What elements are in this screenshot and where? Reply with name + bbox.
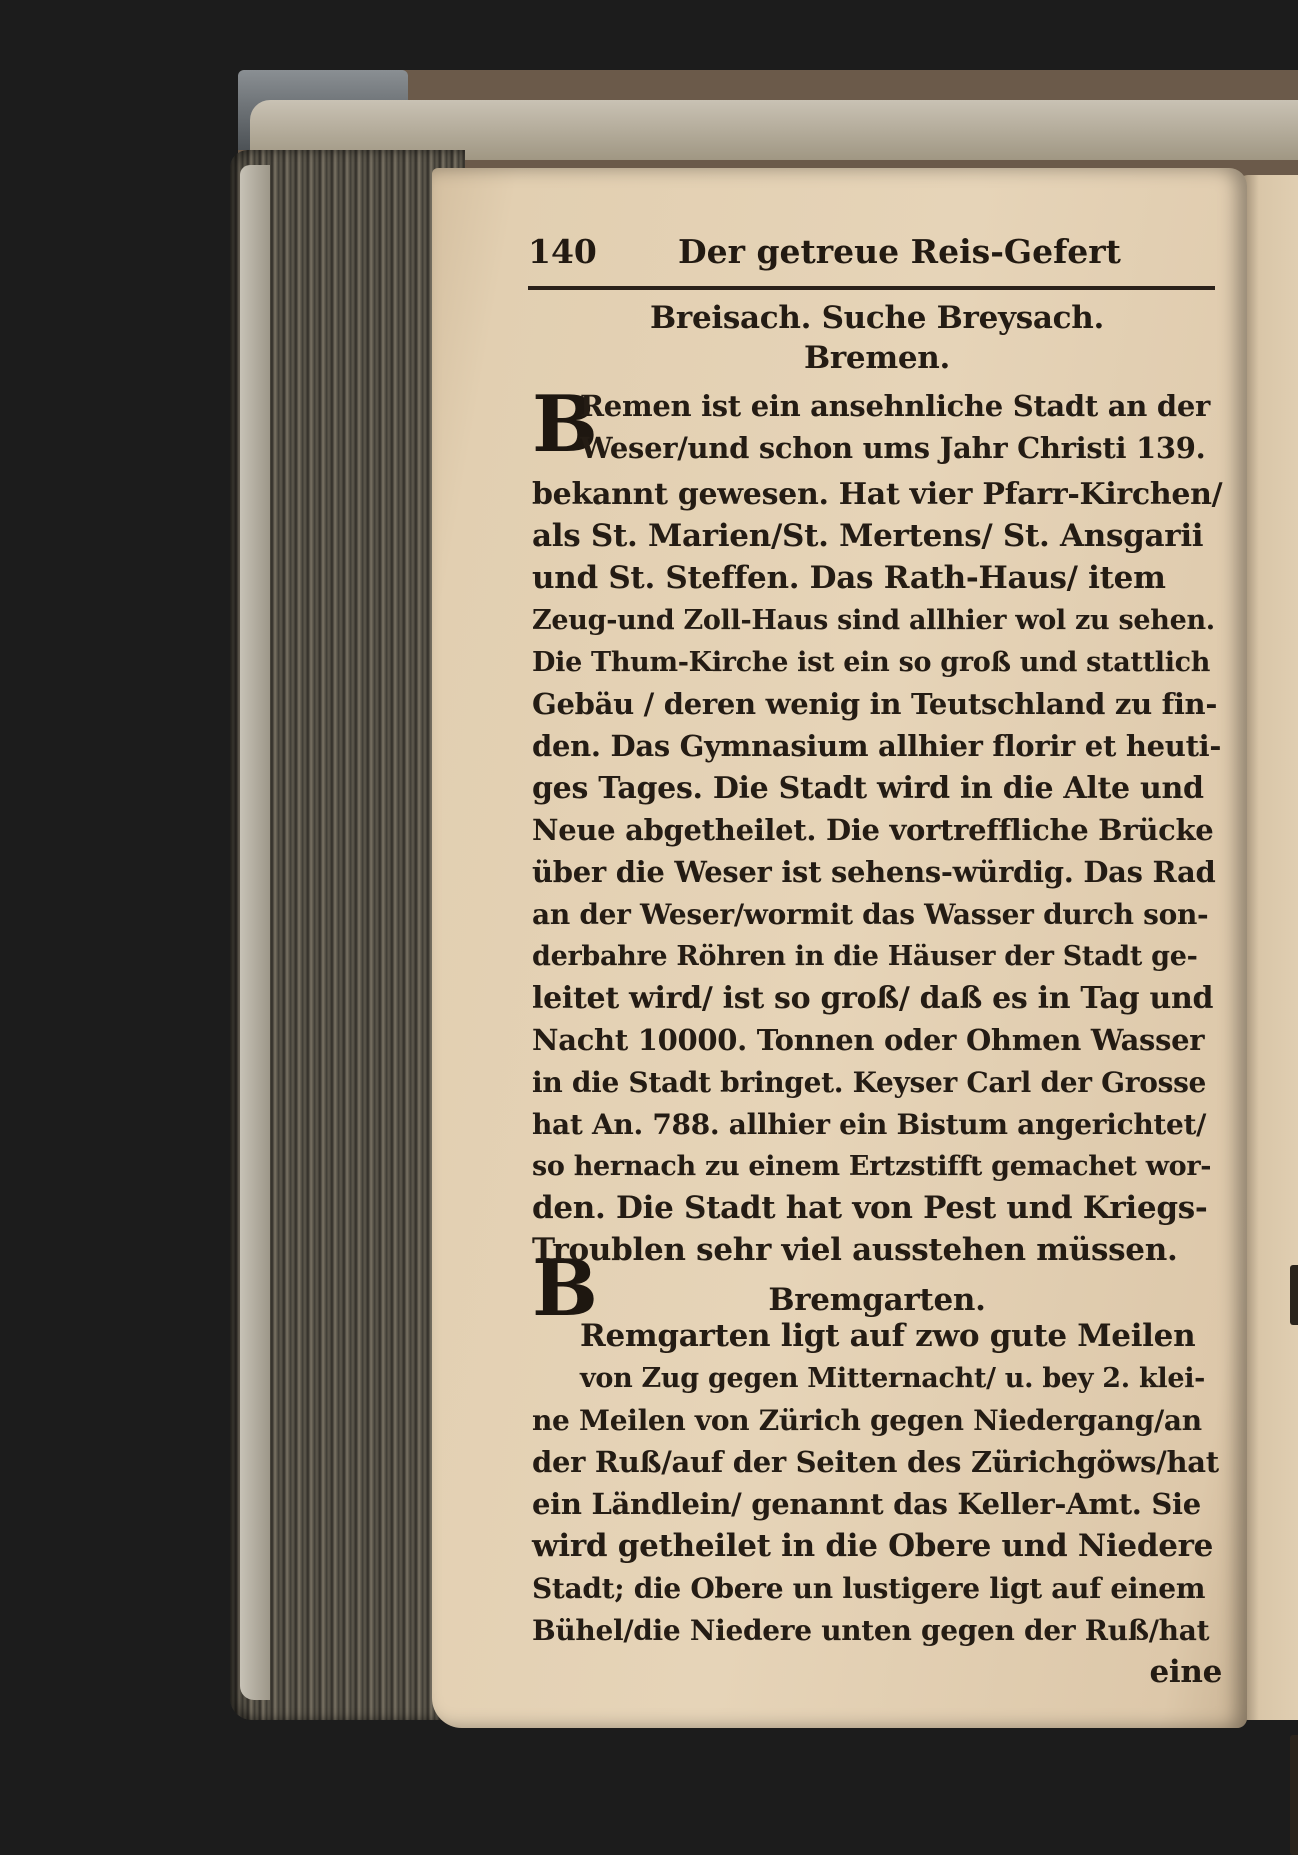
facing-page-glyph (1290, 1265, 1298, 1325)
page-block-fore-edge (240, 165, 270, 1700)
section-heading: Bremen. (803, 340, 950, 376)
text-line: Stadt; die Obere un lustigere ligt auf einem (532, 1572, 1206, 1605)
text-line: von Zug gegen Mitternacht/ u. bey 2. klei- (580, 1363, 1206, 1394)
text-line: Neue abgetheilet. Die vortreffliche Brücke (532, 813, 1214, 847)
text-line: ne Meilen von Zürich gegen Niedergang/an (532, 1404, 1202, 1437)
text-line: als St. Marien/St. Mertens/ St. Ansgarii (532, 518, 1204, 554)
text-line: den. Die Stadt hat von Pest und Kriegs- (532, 1190, 1208, 1226)
head-rule (528, 286, 1215, 290)
text-line: leitet wird/ ist so groß/ daß es in Tag und (532, 981, 1214, 1016)
text-line: über die Weser ist sehens-würdig. Das Rad (532, 855, 1216, 889)
section-heading: Bremgarten. (768, 1282, 986, 1318)
text-line: Troublen sehr viel ausstehen müssen. (532, 1232, 1178, 1268)
text-line: in die Stadt bringet. Keyser Carl der Grosse (532, 1066, 1207, 1099)
running-head (528, 232, 1218, 278)
text-line: Die Thum-Kirche ist ein so groß und stattlich (532, 647, 1211, 678)
drop-cap: B (532, 1243, 598, 1334)
text-line: derbahre Röhren in die Häuser der Stadt ge- (532, 941, 1198, 972)
facing-page-edge (1238, 175, 1298, 1720)
text-line: Weser/und schon ums Jahr Christi 139. (580, 431, 1206, 465)
text-line: bekannt gewesen. Hat vier Pfarr-Kirchen/ (532, 477, 1223, 512)
running-title: Der getreue Reis-Gefert (678, 232, 1121, 271)
text-line: ges Tages. Die Stadt wird in die Alte und (532, 771, 1204, 806)
text-line: wird getheilet in die Obere und Niedere (532, 1528, 1214, 1564)
text-line: ein Ländlein/ genannt das Keller-Amt. Sie (532, 1487, 1201, 1521)
page-number: 140 (528, 232, 597, 271)
text-line: den. Das Gymnasium allhier florir et heuti- (532, 729, 1222, 763)
text-line: und St. Steffen. Das Rath-Haus/ item (532, 560, 1166, 596)
text-line: der Ruß/auf der Seiten des Zürichgöws/hat (532, 1445, 1219, 1479)
catchword: eine (1149, 1654, 1222, 1690)
text-line: Gebäu / deren wenig in Teutschland zu fin- (532, 687, 1218, 721)
section-heading: Breisach. Suche Breysach. (650, 300, 1104, 336)
facing-page-glyph (1290, 1735, 1298, 1855)
text-line: Remgarten ligt auf zwo gute Meilen (580, 1318, 1196, 1354)
text-line: hat An. 788. allhier ein Bistum angerichtet/ (532, 1108, 1207, 1141)
text-line: Bühel/die Niedere unten gegen der Ruß/hat (532, 1614, 1210, 1647)
text-line: Nacht 10000. Tonnen oder Ohmen Wasser (532, 1023, 1205, 1057)
drop-cap: B (532, 379, 598, 470)
text-line: Remen ist ein ansehnliche Stadt an der (580, 389, 1210, 423)
text-line: an der Weser/wormit das Wasser durch son- (532, 898, 1209, 931)
text-line: so hernach zu einem Ertzstifft gemachet wor- (532, 1151, 1212, 1182)
text-line: Zeug-und Zoll-Haus sind allhier wol zu sehen. (532, 605, 1215, 636)
